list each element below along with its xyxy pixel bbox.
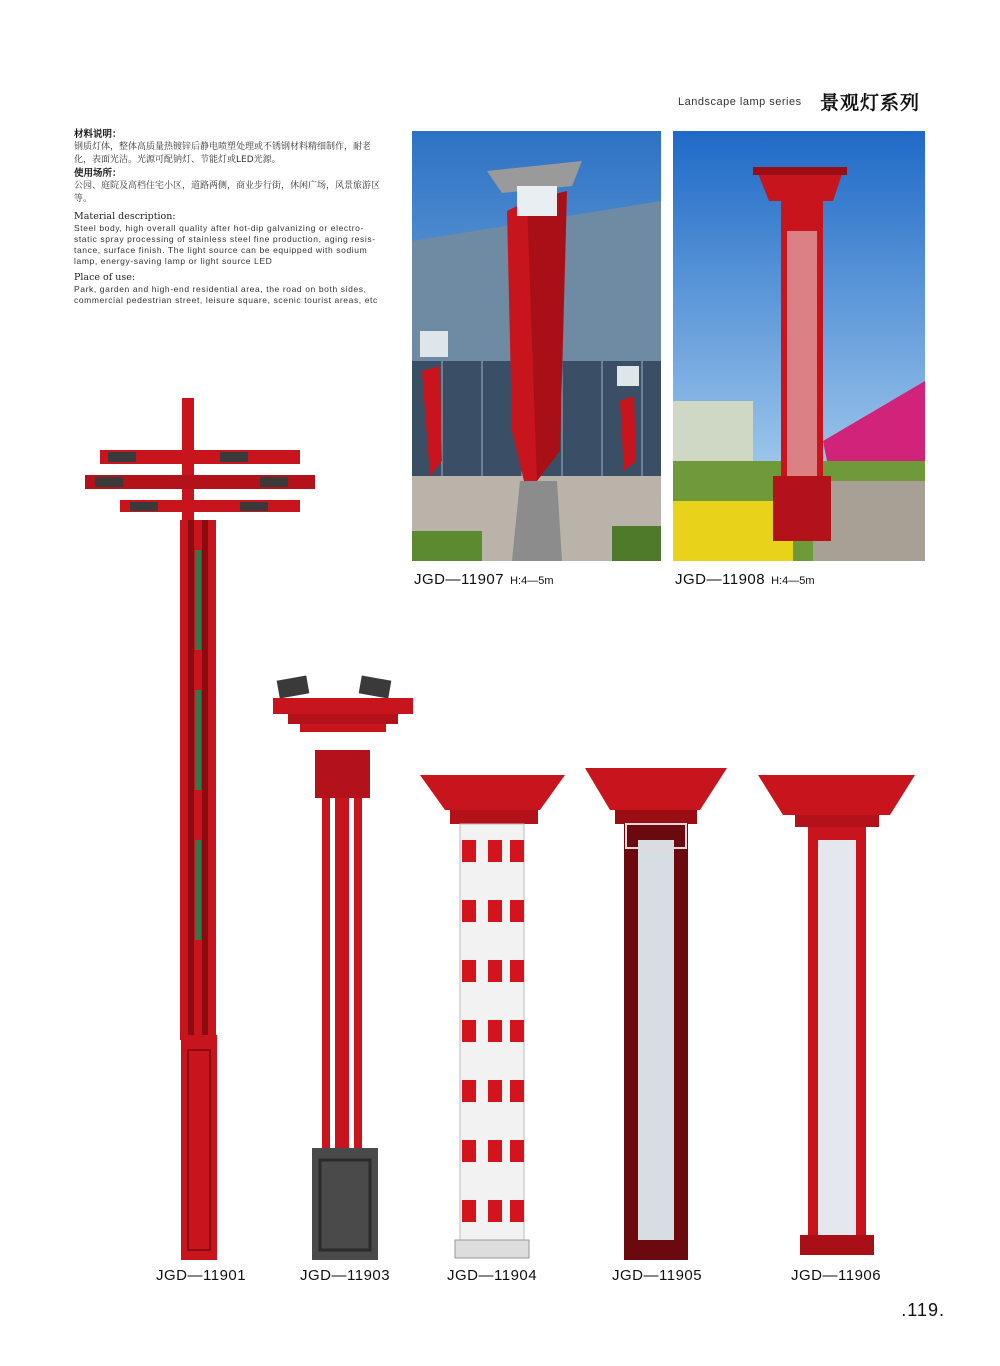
lamp-11903-illustration <box>273 676 413 1260</box>
product-code: JGD—11905 <box>612 1267 703 1284</box>
series-title-cn: 景观灯系列 <box>820 92 921 114</box>
lamp-11906-illustration <box>758 775 915 1255</box>
material-text-cn: 钢质灯体，整体高质量热镀锌后静电喷塑处理或不锈钢材料精细制作，耐老化，表面光洁。光源可配钠灯、节能灯或LED光源。 <box>74 142 372 165</box>
product-illustrations <box>0 390 1000 1270</box>
description-block <box>74 128 386 306</box>
product-height: H:4—5m <box>771 575 815 587</box>
lamp-11901-illustration <box>85 398 315 1260</box>
place-text-cn: 公园、庭院及高档住宅小区，道路两侧，商业步行街，休闲广场，风景旅游区等。 <box>74 181 381 204</box>
product-height: H:4—5m <box>510 575 554 587</box>
place-title-cn: 使用场所： <box>74 168 122 179</box>
lamp-11904-illustration <box>420 775 565 1258</box>
material-title-cn: 材料说明： <box>74 129 122 140</box>
lamp-11905-illustration <box>585 768 727 1260</box>
place-title-en: Place of use: <box>74 272 136 283</box>
page-number: .119. <box>901 1300 945 1320</box>
product-code: JGD—11906 <box>791 1267 882 1284</box>
material-text-en: Steel body, high overall quality after hot-dip galvanizing or electro-static spray processing of stainless steel fine production, aging resis-tance, surface finish. The light source can be equipped with sodium lamp, energy-saving lamp or light source LED <box>74 223 376 266</box>
series-title-en: Landscape lamp series <box>678 96 802 108</box>
product-code: JGD—11901 <box>156 1267 247 1284</box>
place-text-en: Park, garden and high-end residential area, the road on both sides, commercial pedestrian street, leisure square, scenic tourist areas, etc <box>74 284 378 305</box>
product-code: JGD—11903 <box>300 1267 391 1284</box>
material-title-en: Material description: <box>74 211 176 222</box>
product-code: JGD—11907 <box>414 571 505 588</box>
product-code: JGD—11904 <box>447 1267 538 1284</box>
product-code: JGD—11908 <box>675 571 766 588</box>
